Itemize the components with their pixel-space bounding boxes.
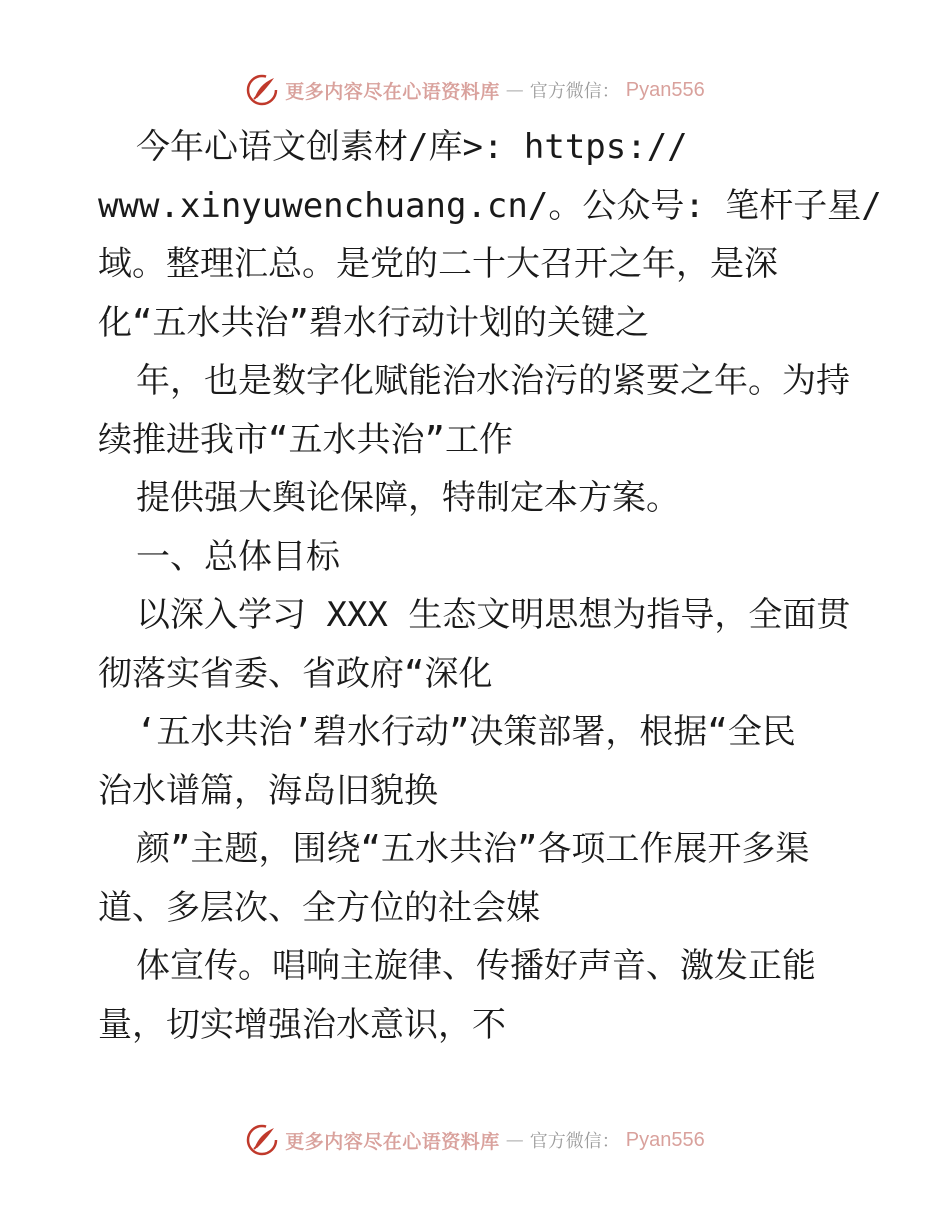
quill-logo-icon <box>245 1123 279 1157</box>
text-line: 提供强大舆论保障，特制定本方案。 <box>136 478 680 518</box>
text-line: 年，也是数字化赋能治水治污的紧要之年。为持 <box>136 361 850 401</box>
text-line: 颜”主题，围绕“五水共治”各项工作展开多渠 <box>136 829 810 869</box>
text-line: 彻落实省委、省政府“深化 <box>98 653 493 694</box>
watermark-separator: — <box>505 79 524 101</box>
text-line: 域。整理汇总。是党的二十大召开之年，是深 <box>98 244 778 284</box>
text-line: 续推进我市“五水共治”工作 <box>98 419 513 460</box>
document-body <box>98 118 898 1054</box>
text-line: 今年心语文创素材/库>: https:// <box>136 127 688 167</box>
watermark-text: 更多内容尽在心语资料库 <box>285 1130 500 1153</box>
watermark-text: 更多内容尽在心语资料库 <box>285 80 500 103</box>
watermark-wechat-id: Pyan556 <box>625 78 705 101</box>
quill-logo-icon <box>245 73 279 107</box>
watermark-wechat-id: Pyan556 <box>625 1128 705 1151</box>
watermark-separator: — <box>505 1129 524 1151</box>
watermark-banner-top <box>0 70 950 110</box>
watermark-banner-bottom <box>0 1120 950 1160</box>
watermark-group <box>245 1123 704 1157</box>
text-line: 道、多层次、全方位的社会媒 <box>98 887 540 928</box>
text-line: www.xinyuwenchuang.cn/。公众号: 笔杆子星/ <box>98 185 882 226</box>
watermark-group <box>245 73 704 107</box>
watermark-wechat-label: 官方微信： <box>529 81 620 102</box>
text-line: 体宣传。唱响主旋律、传播好声音、激发正能 <box>136 946 816 986</box>
text-line: 化“五水共治”碧水行动计划的关键之 <box>98 302 649 343</box>
text-line: 治水谱篇，海岛旧貌换 <box>98 770 438 811</box>
section-heading: 一、总体目标 <box>136 536 340 577</box>
text-line: ‘五水共治’碧水行动”决策部署，根据“全民 <box>136 712 796 752</box>
watermark-wechat-label: 官方微信： <box>529 1131 620 1152</box>
text-line: 量，切实增强治水意识，不 <box>98 1004 506 1045</box>
text-line: 以深入学习 XXX 生态文明思想为指导，全面贯 <box>136 595 851 635</box>
